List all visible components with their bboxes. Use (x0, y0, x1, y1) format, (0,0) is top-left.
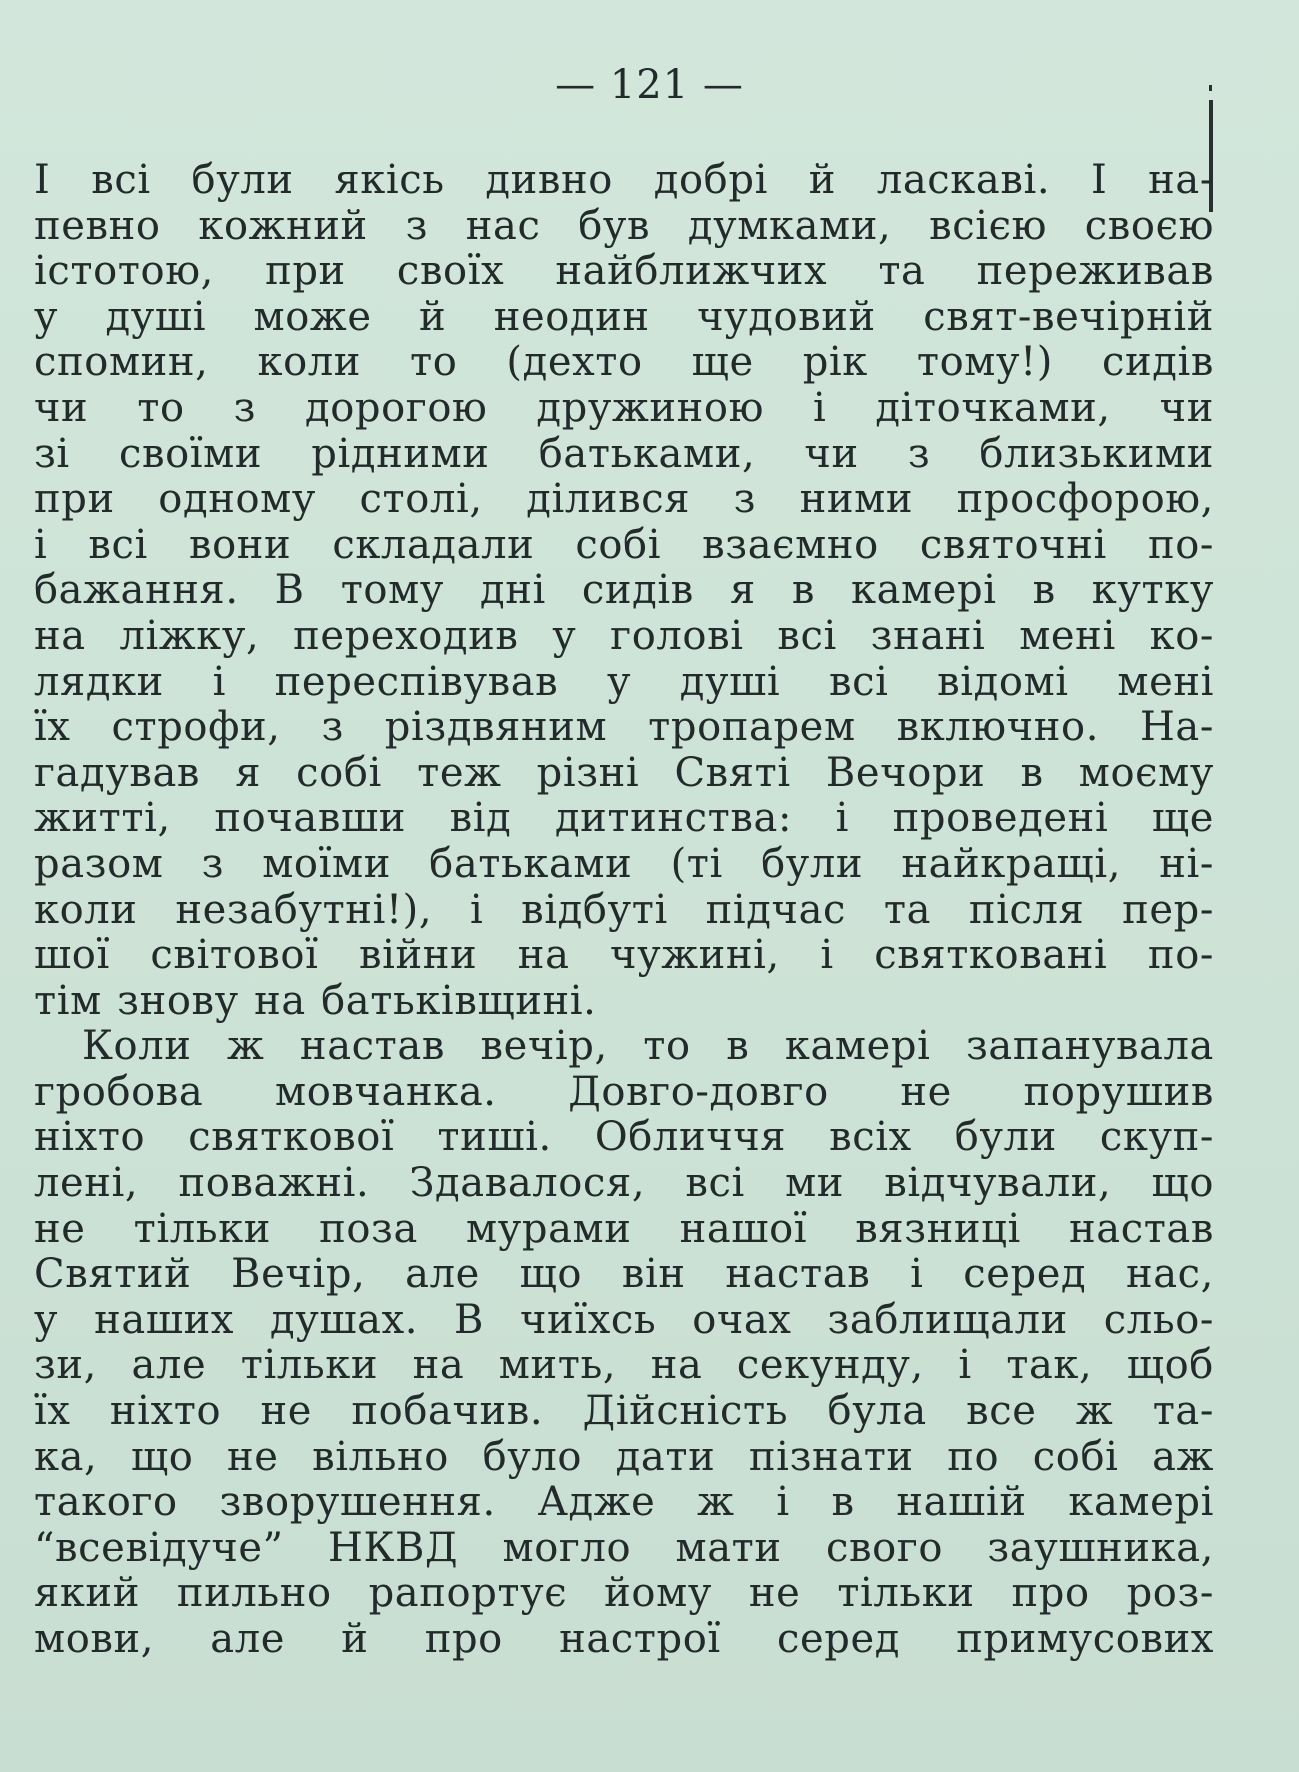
text-line: і всі вони складали собі взаємно святочні по- (34, 521, 1214, 568)
text-line: зи, але тільки на мить, на секунду, і так, щоб (34, 1342, 1214, 1389)
gutter-dot-mark (1209, 85, 1212, 91)
text-line: зі своїми рідними батьками, чи з близькими (34, 430, 1214, 477)
paragraph (34, 158, 1214, 1024)
text-line: І всі були якісь дивно добрі й ласкаві. І на- (34, 157, 1214, 203)
text-line: ка, що не вільно було дати пізнати по собі аж (34, 1433, 1214, 1480)
body-text (34, 158, 1214, 1663)
page-number: — 121 — (555, 62, 744, 108)
text-line: такого зворушення. Адже ж і в нашій камері (34, 1479, 1214, 1526)
text-line: разом з моїми батьками (ті були найкращі, ні- (34, 840, 1214, 887)
text-line: житті, почавши від дитинства: і проведені ще (34, 795, 1214, 842)
paragraph (34, 1024, 1214, 1662)
text-line: лені, поважні. Здавалося, всі ми відчували, що (34, 1160, 1214, 1207)
text-line: який пильно рапортує йому не тільки про роз- (34, 1570, 1214, 1617)
text-line: “всевідуче” НКВД могло мати свого заушника, (34, 1524, 1214, 1571)
text-line: шої світової війни на чужині, і святковані по- (34, 932, 1214, 979)
text-line: лядки і переспівував у душі всі відомі мені (34, 658, 1214, 705)
text-line: гробова мовчанка. Довго-довго не порушив (34, 1068, 1214, 1115)
text-line: істотою, при своїх найближчих та переживав (34, 248, 1214, 295)
text-line: у душі може й неодин чудовий свят-вечірній (34, 293, 1214, 340)
text-line: не тільки поза мурами нашої вязниці настав (34, 1205, 1214, 1252)
text-line: чи то з дорогою дружиною і діточками, чи (34, 384, 1214, 431)
text-line: у наших душах. В чиїхсь очах заблищали сльо- (34, 1296, 1214, 1343)
text-line: Коли ж настав вечір, то в камері запанувала (82, 1023, 1214, 1070)
text-line: коли незабутні!), і відбуті підчас та після пер- (34, 886, 1214, 933)
text-line: певно кожний з нас був думками, всією своєю (34, 202, 1214, 249)
text-line: тім знову на батьківщині. (34, 977, 597, 1024)
text-line: Святий Вечір, але що він настав і серед нас, (34, 1251, 1214, 1298)
text-line: бажання. В тому дні сидів я в камері в кутку (34, 567, 1214, 614)
text-line: гадував я собі теж різні Святі Вечори в моєму (34, 749, 1214, 796)
text-line: на ліжку, переходив у голові всі знані мені ко- (34, 612, 1214, 659)
text-line: їх строфи, з різдвяним тропарем включно. На- (34, 704, 1214, 751)
text-line: спомин, коли то (дехто ще рік тому!) сидів (34, 339, 1214, 386)
text-line: ніхто святкової тиші. Обличчя всіх були скуп- (34, 1114, 1214, 1161)
text-line: при одному столі, ділився з ними просфорою, (34, 476, 1214, 523)
text-line: мови, але й про настрої серед примусових (34, 1616, 1214, 1662)
text-line: їх ніхто не побачив. Дійсність була все ж та- (34, 1388, 1214, 1435)
